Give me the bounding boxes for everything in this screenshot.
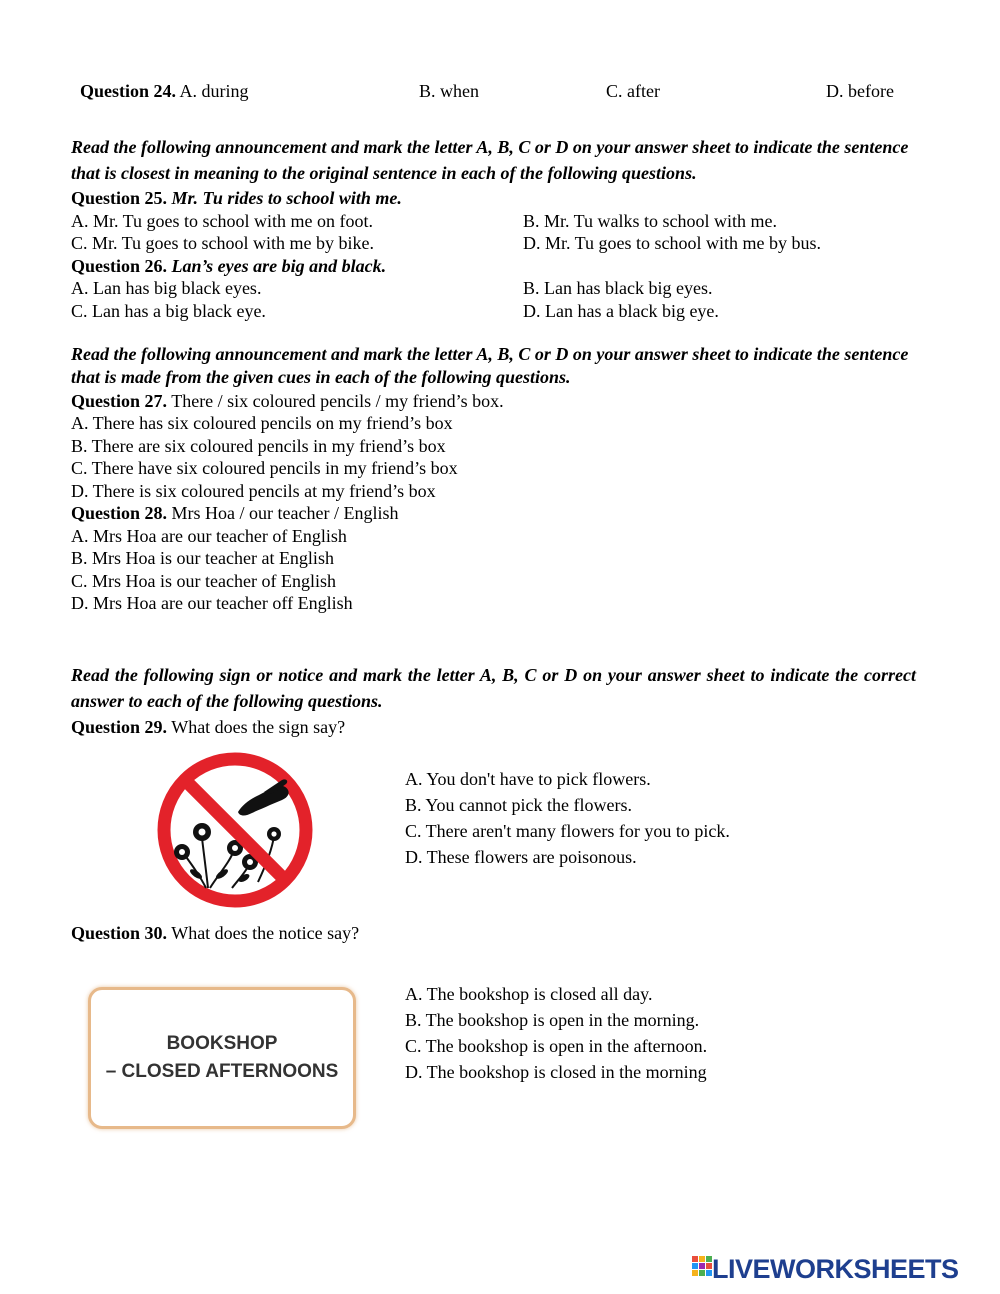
option-d[interactable]: D. Mr. Tu goes to school with me by bus. <box>523 233 822 253</box>
section-instruction: Read the following announcement and mark the letter A, B, C or D on your answer sheet to indicate the sentence that is closest in meaning to the original sentence in each of the following questions. <box>71 137 909 183</box>
question-25 <box>71 187 402 209</box>
option-b[interactable]: B. The bookshop is open in the morning. <box>405 1010 700 1030</box>
option-b[interactable]: B. There are six coloured pencils in my friend’s box <box>71 436 446 456</box>
option-d[interactable]: D. Lan has a black big eye. <box>523 301 719 321</box>
option-b[interactable]: B. when <box>419 81 479 101</box>
option-b[interactable]: B. Lan has black big eyes. <box>523 278 713 298</box>
option-d[interactable]: D. Mrs Hoa are our teacher off English <box>71 593 353 613</box>
question-27 <box>71 390 504 412</box>
option-c[interactable]: C. Mrs Hoa is our teacher of English <box>71 571 336 591</box>
question-label: Question 30. <box>71 923 168 943</box>
question-label: Question 29. <box>71 717 168 737</box>
option-b[interactable]: B. You cannot pick the flowers. <box>405 795 632 815</box>
question-29 <box>71 716 345 738</box>
question-30 <box>71 922 359 944</box>
logo-text: LIVEWORKSHEETS <box>712 1254 959 1284</box>
option-d[interactable]: D. The bookshop is closed in the morning <box>405 1062 707 1082</box>
question-prompt: Lan’s eyes are big and black. <box>171 256 387 276</box>
question-prompt: What does the notice say? <box>171 923 360 943</box>
option-a[interactable]: A. during <box>179 81 249 101</box>
option-c[interactable]: C. Mr. Tu goes to school with me by bike. <box>71 233 375 253</box>
question-label: Question 27. <box>71 391 168 411</box>
bookshop-notice <box>88 987 356 1129</box>
option-d[interactable]: D. These flowers are poisonous. <box>405 847 637 867</box>
option-a[interactable]: A. You don't have to pick flowers. <box>405 769 651 789</box>
option-b[interactable]: B. Mrs Hoa is our teacher at English <box>71 548 334 568</box>
notice-line-2: – CLOSED AFTERNOONS <box>105 1061 339 1082</box>
question-prompt: Mrs Hoa / our teacher / English <box>171 503 399 523</box>
option-a[interactable]: A. Mr. Tu goes to school with me on foot. <box>71 211 374 231</box>
question-prompt: What does the sign say? <box>171 717 346 737</box>
option-c[interactable]: C. There aren't many flowers for you to pick. <box>405 821 730 841</box>
question-label: Question 24. <box>80 81 177 101</box>
option-b[interactable]: B. Mr. Tu walks to school with me. <box>523 211 778 231</box>
option-d[interactable]: D. There is six coloured pencils at my friend’s box <box>71 481 436 501</box>
section-instruction: Read the following announcement and mark the letter A, B, C or D on your answer sheet to indicate the sentence that is made from the given cues in each of the following questions. <box>71 344 909 387</box>
question-28 <box>71 502 398 524</box>
option-c[interactable]: C. Lan has a big black eye. <box>71 301 266 321</box>
option-c[interactable]: C. There have six coloured pencils in my friend’s box <box>71 458 458 478</box>
question-24 <box>80 80 249 102</box>
question-label: Question 25. <box>71 188 168 208</box>
section-instruction: Read the following sign or notice and mark the letter A, B, C or D on your answer sheet to indicate the correct answer to each of the following questions. <box>71 665 916 711</box>
question-label: Question 28. <box>71 503 168 523</box>
option-a[interactable]: A. Mrs Hoa are our teacher of English <box>71 526 347 546</box>
question-26 <box>71 255 386 277</box>
liveworksheets-logo[interactable] <box>692 1256 959 1282</box>
logo-blocks-icon <box>692 1256 712 1282</box>
option-d[interactable]: D. before <box>826 81 894 101</box>
option-a[interactable]: A. Lan has big black eyes. <box>71 278 262 298</box>
question-prompt: There / six coloured pencils / my friend’s box. <box>171 391 504 411</box>
option-a[interactable]: A. The bookshop is closed all day. <box>405 984 653 1004</box>
no-picking-flowers-sign <box>146 750 326 910</box>
option-a[interactable]: A. There has six coloured pencils on my friend’s box <box>71 413 453 433</box>
option-c[interactable]: C. The bookshop is open in the afternoon. <box>405 1036 708 1056</box>
notice-line-1: BOOKSHOP <box>166 1033 278 1054</box>
question-label: Question 26. <box>71 256 168 276</box>
question-prompt: Mr. Tu rides to school with me. <box>171 188 402 208</box>
option-c[interactable]: C. after <box>606 81 660 101</box>
